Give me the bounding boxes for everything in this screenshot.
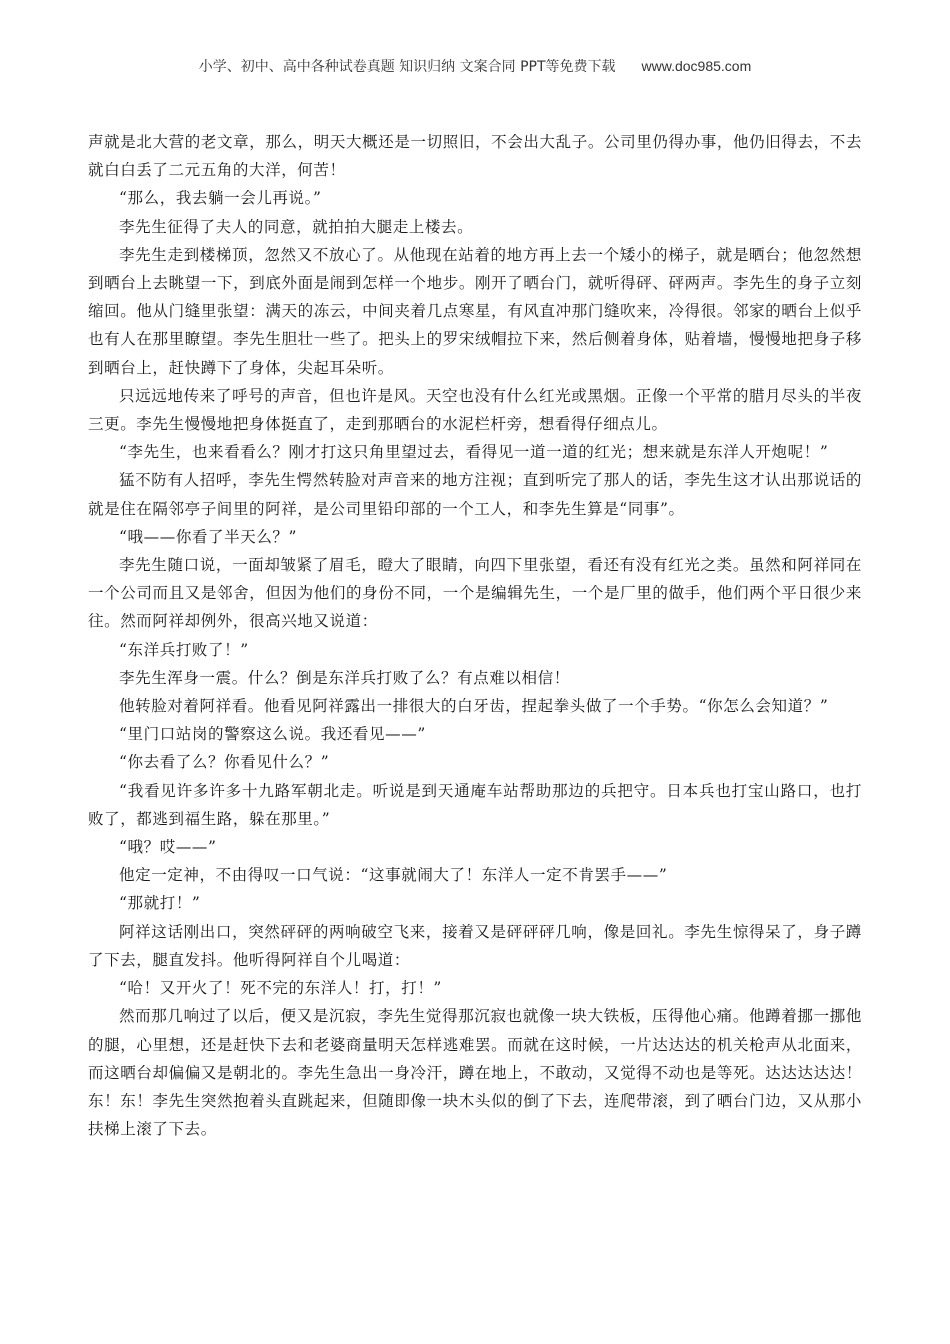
paragraph: 李先生浑身一震。什么？倒是东洋兵打败了么？有点难以相信！	[119, 668, 570, 687]
paragraph: “哦——你看了半天么？”	[119, 527, 298, 546]
paragraph: 声就是北大营的老文章，那么，明天大概还是一切照旧，不会出大乱子。公司里仍得办事，他仍旧得去，不去就白白丢了二元五角的大洋，何苦！	[88, 133, 862, 180]
paragraph: “李先生，也来看看么？刚才打这只角里望过去，看得见一道一道的红光；想来就是东洋人开炮呢！”	[119, 443, 829, 462]
paragraph: 阿祥这话刚出口，突然砰砰的两响破空飞来，接着又是砰砰砰几响，像是回礼。李先生惊得呆了，身子蹲了下去，腿直发抖。他听得阿祥自个儿喝道：	[88, 922, 862, 969]
paragraph: “东洋兵打败了！”	[119, 640, 249, 659]
paragraph: 李先生征得了夫人的同意，就拍拍大腿走上楼去。	[119, 217, 474, 236]
header-text: 小学、初中、高中各种试卷真题 知识归纳 文案合同 PPT等免费下载	[198, 59, 616, 75]
paragraph: “里门口站岗的警察这么说。我还看见——”	[119, 725, 426, 744]
paragraph: 他转脸对着阿祥看。他看见阿祥露出一排很大的白牙齿，捏起拳头做了一个手势。“你怎么会知道？”	[119, 697, 829, 716]
paragraph: “哈！又开火了！死不完的东洋人！打，打！”	[119, 979, 442, 998]
header-url[interactable]: www.doc985.com	[641, 58, 752, 74]
paragraph: “我看见许多许多十九路军朝北走。听说是到天通庵车站帮助那边的兵把守。日本兵也打宝山路口，也打败了，都逃到福生路，躲在那里。”	[88, 781, 862, 828]
paragraph: “那就打！”	[119, 894, 201, 913]
paragraph: “哦？哎——”	[119, 838, 217, 857]
article-body	[88, 128, 862, 1143]
paragraph: 李先生随口说，一面却皱紧了眉毛，瞪大了眼睛，向四下里张望，看还有没有红光之类。虽然和阿祥同在一个公司而且又是邻舍，但因为他们的身份不同，一个是编辑先生，一个是厂里的做手，他们两个平日很少来往。然而阿祥却例外，很高兴地又说道：	[88, 556, 862, 631]
paragraph: “你去看了么？你看见什么？”	[119, 753, 330, 772]
paragraph: 然而那几响过了以后，便又是沉寂，李先生觉得那沉寂也就像一块大铁板，压得他心痛。他蹲着挪一挪他的腿，心里想，还是赶快下去和老婆商量明天怎样逃难罢。而就在这时候，一片达达达的机关枪声从北面来，而这晒台却偏偏又是朝北的。李先生急出一身冷汗，蹲在地上，不敢动，又觉得不动也是等死。达达达达达！东！东！李先生突然抱着头直跳起来，但随即像一块木头似的倒了下去，连爬带滚，到了晒台门边，又从那小扶梯上滚了下去。	[88, 1007, 862, 1139]
paragraph: 李先生走到楼梯顶，忽然又不放心了。从他现在站着的地方再上去一个矮小的梯子，就是晒台；他忽然想到晒台上去眺望一下，到底外面是闹到怎样一个地步。刚开了晒台门，就听得砰、砰两声。李先生的身子立刻缩回。他从门缝里张望：满天的冻云，中间夹着几点寒星，有风直冲那门缝吹来，冷得很。邻家的晒台上似乎也有人在那里瞭望。李先生胆壮一些了。把头上的罗宋绒帽拉下来，然后侧着身体，贴着墙，慢慢地把身子移到晒台上，赶快蹲下了身体，尖起耳朵听。	[88, 245, 862, 377]
paragraph: 他定一定神，不由得叹一口气说：“这事就闹大了！东洋人一定不肯罢手——”	[119, 866, 668, 885]
paragraph: 猛不防有人招呼，李先生愕然转脸对声音来的地方注视；直到听完了那人的话，李先生这才认出那说话的就是住在隔邻亭子间里的阿祥，是公司里铅印部的一个工人，和李先生算是“同事”。	[88, 471, 862, 518]
paragraph: “那么，我去躺一会儿再说。”	[119, 189, 322, 208]
paragraph: 只远远地传来了呼号的声音，但也许是风。天空也没有什么红光或黑烟。正像一个平常的腊月尽头的半夜三更。李先生慢慢地把身体挺直了，走到那晒台的水泥栏杆旁，想看得仔细点儿。	[88, 386, 862, 434]
page-header	[0, 56, 950, 76]
